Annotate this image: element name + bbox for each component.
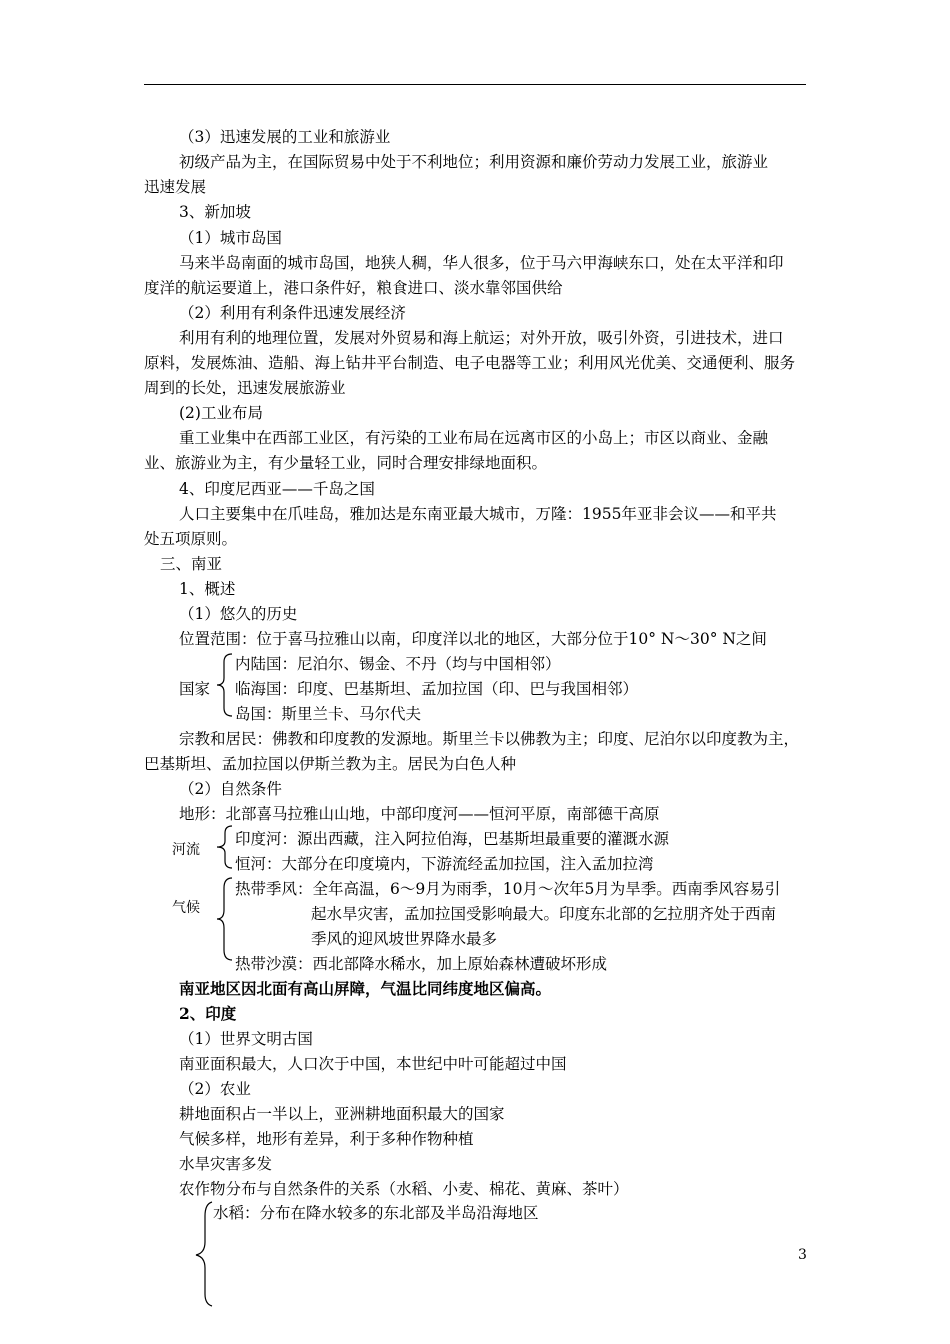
climate-brace bbox=[212, 876, 236, 962]
text-line: 印度河：源出西藏，注入阿拉伯海，巴基斯坦最重要的灌溉水源 bbox=[235, 830, 670, 848]
text-line: 利用有利的地理位置，发展对外贸易和海上航运；对外开放，吸引外资，引进技术，进口 bbox=[179, 329, 784, 347]
text-line: 南亚面积最大，人口次于中国，本世纪中叶可能超过中国 bbox=[179, 1055, 567, 1073]
text-line: 岛国：斯里兰卡、马尔代夫 bbox=[235, 705, 422, 723]
text-line: 热带沙漠：西北部降水稀水，加上原始森林遭破坏形成 bbox=[235, 955, 608, 973]
text-line: 临海国：印度、巴基斯坦、孟加拉国（印、巴与我国相邻） bbox=[235, 680, 639, 698]
bold-summary: 南亚地区因北面有高山屏障，气温比同纬度地区偏高。 bbox=[179, 979, 552, 998]
text-line: 水稻：分布在降水较多的东北部及半岛沿海地区 bbox=[213, 1204, 539, 1222]
rivers-brace bbox=[212, 824, 236, 870]
heading-india: 2、印度 bbox=[179, 1004, 237, 1023]
text-line: 宗教和居民：佛教和印度教的发源地。斯里兰卡以佛教为主；印度、尼泊尔以印度教为主， bbox=[179, 730, 800, 748]
text-line: 水旱灾害多发 bbox=[179, 1155, 273, 1173]
text-line: 热带季风：全年高温，6～9月为雨季，10月～次年5月为旱季。西南季风容易引 bbox=[235, 880, 781, 898]
text-line: 重工业集中在西部工业区，有污染的工业布局在远离市区的小岛上；市区以商业、金融 bbox=[179, 429, 769, 447]
heading-agriculture: （2）农业 bbox=[179, 1080, 251, 1098]
heading-industry-tourism: （3）迅速发展的工业和旅游业 bbox=[179, 128, 391, 146]
text-line: 巴基斯坦、孟加拉国以伊斯兰教为主。居民为白色人种 bbox=[144, 755, 517, 773]
text-line: 起水旱灾害，孟加拉国受影响最大。印度东北部的乞拉朋齐处于西南 bbox=[311, 905, 777, 923]
page-number: 3 bbox=[798, 1247, 807, 1263]
heading-economy: （2）利用有利条件迅速发展经济 bbox=[179, 304, 406, 322]
text-line: 地形：北部喜马拉雅山山地，中部印度河——恒河平原，南部德干高原 bbox=[179, 805, 660, 823]
heading-singapore: 3、新加坡 bbox=[179, 203, 251, 221]
climate-label: 气候 bbox=[172, 900, 200, 916]
text-line: 内陆国：尼泊尔、锡金、不丹（均与中国相邻） bbox=[235, 655, 561, 673]
text-line: 马来半岛南面的城市岛国，地狭人稠，华人很多，位于马六甲海峡东口，处在太平洋和印 bbox=[179, 254, 784, 272]
heading-indonesia: 4、印度尼西亚——千岛之国 bbox=[179, 480, 375, 498]
text-line: 度洋的航运要道上，港口条件好，粮食进口、淡水靠邻国供给 bbox=[144, 279, 563, 297]
text-line: 气候多样，地形有差异，利于多种作物种植 bbox=[179, 1130, 474, 1148]
text-line: 耕地面积占一半以上，亚洲耕地面积最大的国家 bbox=[179, 1105, 505, 1123]
countries-label: 国家 bbox=[179, 680, 211, 698]
text-line: 人口主要集中在爪哇岛，雅加达是东南亚最大城市，万隆：1955年亚非会议——和平共 bbox=[179, 505, 777, 523]
text-line: 原料，发展炼油、造船、海上钻井平台制造、电子电器等工业；利用风光优美、交通便利、服务 bbox=[144, 354, 796, 372]
heading-history: （1）悠久的历史 bbox=[179, 605, 298, 623]
text-line: 位置范围：位于喜马拉雅山以南，印度洋以北的地区，大部分位于10° N～30° N之间 bbox=[179, 630, 767, 648]
countries-brace bbox=[212, 652, 236, 718]
heading-city-island: （1）城市岛国 bbox=[179, 229, 282, 247]
heading-overview: 1、概述 bbox=[179, 580, 236, 598]
text-line: 恒河：大部分在印度境内，下游流经孟加拉国，注入孟加拉湾 bbox=[235, 855, 654, 873]
text-line: 初级产品为主，在国际贸易中处于不利地位；利用资源和廉价劳动力发展工业，旅游业 bbox=[179, 153, 769, 171]
text-line: 迅速发展 bbox=[144, 178, 207, 196]
heading-natural-conditions: （2）自然条件 bbox=[179, 780, 282, 798]
heading-south-asia: 三、南亚 bbox=[160, 555, 223, 573]
heading-civilization: （1）世界文明古国 bbox=[179, 1030, 313, 1048]
text-line: 农作物分布与自然条件的关系（水稻、小麦、棉花、黄麻、茶叶） bbox=[179, 1180, 629, 1198]
header-rule bbox=[144, 84, 806, 85]
text-line: 季风的迎风坡世界降水最多 bbox=[311, 930, 498, 948]
rivers-label: 河流 bbox=[172, 842, 200, 858]
text-line: 周到的长处，迅速发展旅游业 bbox=[144, 379, 346, 397]
heading-industry-layout: (2)工业布局 bbox=[179, 404, 263, 422]
text-line: 处五项原则。 bbox=[144, 530, 238, 548]
text-line: 业、旅游业为主，有少量轻工业，同时合理安排绿地面积。 bbox=[144, 454, 548, 472]
